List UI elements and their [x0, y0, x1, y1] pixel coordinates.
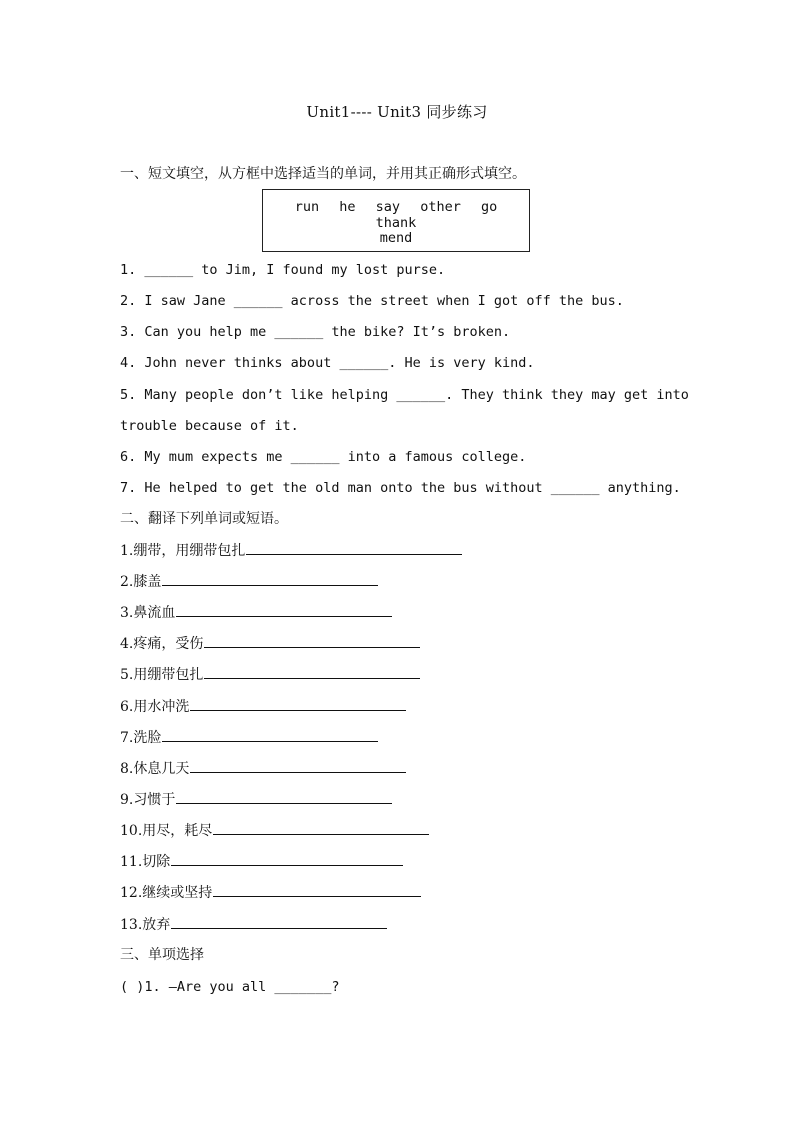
word-box — [262, 189, 530, 252]
answer-blank[interactable] — [190, 758, 406, 773]
word-run: run — [294, 199, 320, 215]
word-say: say — [375, 199, 401, 215]
section1-heading: 一、短文填空，从方框中选择适当的单词，并用其正确形式填空。 — [120, 166, 526, 182]
answer-blank[interactable] — [162, 571, 378, 586]
word-go: go — [480, 199, 498, 215]
fill-item-5: 5. Many people don’t like helping ______. They think they may get into — [120, 387, 689, 403]
answer-blank[interactable] — [204, 664, 420, 679]
page-title: Unit1---- Unit3 同步练习 — [306, 103, 488, 121]
translate-item: 8.休息几天 — [120, 758, 406, 779]
answer-blank[interactable] — [176, 789, 392, 804]
translate-item: 3.鼻流血 — [120, 602, 392, 623]
translate-item: 1.绷带，用绷带包扎 — [120, 540, 462, 561]
translate-item: 5.用绷带包扎 — [120, 664, 420, 685]
word-thank: thank — [375, 215, 417, 231]
fill-item-6: 6. My mum expects me ______ into a famous college. — [120, 449, 527, 465]
section3-heading: 三、单项选择 — [120, 947, 204, 963]
fill-item-5-cont: trouble because of it. — [120, 418, 299, 434]
answer-blank[interactable] — [213, 882, 421, 897]
answer-blank[interactable] — [213, 820, 429, 835]
section2-heading: 二、翻译下列单词或短语。 — [120, 511, 288, 527]
choice-item-1: ( )1. —Are you all _______? — [120, 979, 340, 995]
translate-item: 6.用水冲洗 — [120, 696, 406, 717]
fill-item-2: 2. I saw Jane ______ across the street when I got off the bus. — [120, 293, 624, 309]
word-other: other — [420, 199, 461, 215]
translate-item: 2.膝盖 — [120, 571, 378, 592]
translate-item: 12.继续或坚持 — [120, 882, 421, 903]
translate-item: 4.疼痛，受伤 — [120, 633, 420, 654]
word-he: he — [339, 199, 356, 215]
fill-item-7: 7. He helped to get the old man onto the bus without ______ anything. — [120, 480, 681, 496]
fill-item-4: 4. John never thinks about ______. He is very kind. — [120, 355, 535, 371]
answer-blank[interactable] — [190, 696, 406, 711]
answer-blank[interactable] — [204, 633, 420, 648]
fill-item-1: 1. ______ to Jim, I found my lost purse. — [120, 262, 446, 278]
answer-blank[interactable] — [162, 727, 378, 742]
answer-blank[interactable] — [171, 851, 403, 866]
translate-item: 11.切除 — [120, 851, 403, 872]
translate-item: 7.洗脸 — [120, 727, 378, 748]
translate-item: 10.用尽，耗尽 — [120, 820, 429, 841]
answer-blank[interactable] — [246, 540, 462, 555]
word-mend: mend — [379, 230, 413, 246]
translate-item: 13.放弃 — [120, 914, 387, 935]
answer-blank[interactable] — [171, 914, 387, 929]
fill-item-3: 3. Can you help me ______ the bike? It’s broken. — [120, 324, 511, 340]
answer-blank[interactable] — [176, 602, 392, 617]
translate-item: 9.习惯于 — [120, 789, 392, 810]
